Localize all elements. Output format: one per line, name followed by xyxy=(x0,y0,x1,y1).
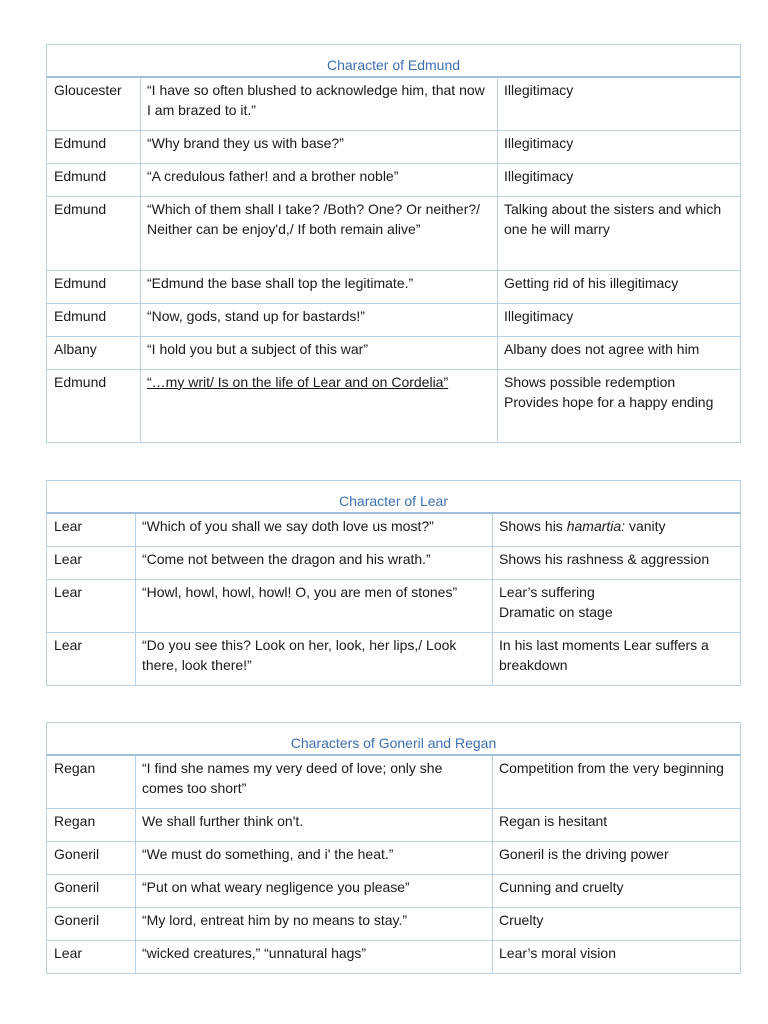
speaker-cell: Regan xyxy=(47,808,136,841)
table-row xyxy=(47,270,741,303)
note-cell: Competition from the very beginning xyxy=(493,755,741,808)
table-row xyxy=(47,907,741,940)
table-row xyxy=(47,77,741,130)
note-prefix: Shows his xyxy=(499,518,567,534)
speaker-cell: Lear xyxy=(47,632,136,685)
lear-table xyxy=(46,480,741,686)
note-cell: Cruelty xyxy=(493,907,741,940)
speaker-cell: Lear xyxy=(47,546,136,579)
note-cell: Lear’s moral vision xyxy=(493,940,741,973)
quote-cell xyxy=(141,369,498,442)
quote-cell: “My lord, entreat him by no means to stay.” xyxy=(136,907,493,940)
speaker-cell: Edmund xyxy=(47,270,141,303)
table-row xyxy=(47,130,741,163)
note-cell: Illegitimacy xyxy=(498,303,741,336)
quote-cell: “Do you see this? Look on her, look, her lips,/ Look there, look there!” xyxy=(136,632,493,685)
goneril-regan-table xyxy=(46,722,741,974)
note-cell xyxy=(498,369,741,442)
quote-cell: “Come not between the dragon and his wrath.” xyxy=(136,546,493,579)
note-cell xyxy=(493,513,741,546)
note-cell: Illegitimacy xyxy=(498,130,741,163)
note-cell: Albany does not agree with him xyxy=(498,336,741,369)
speaker-cell: Lear xyxy=(47,579,136,632)
quote-cell: “I hold you but a subject of this war” xyxy=(141,336,498,369)
note-suffix: vanity xyxy=(625,518,666,534)
table-row xyxy=(47,808,741,841)
table-title: Character of Lear xyxy=(47,481,741,514)
quote-cell: “Edmund the base shall top the legitimate.” xyxy=(141,270,498,303)
quote-cell: “A credulous father! and a brother noble” xyxy=(141,163,498,196)
note-italic: hamartia: xyxy=(566,518,626,534)
quote-cell: We shall further think on't. xyxy=(136,808,493,841)
speaker-cell: Goneril xyxy=(47,874,136,907)
speaker-cell: Edmund xyxy=(47,163,141,196)
speaker-cell: Lear xyxy=(47,940,136,973)
speaker-cell: Edmund xyxy=(47,369,141,442)
note-cell: Shows his rashness & aggression xyxy=(493,546,741,579)
table-title: Character of Edmund xyxy=(47,45,741,78)
table-row xyxy=(47,303,741,336)
quote-cell: “I have so often blushed to acknowledge him, that now I am brazed to it.” xyxy=(141,77,498,130)
speaker-cell: Edmund xyxy=(47,196,141,270)
note-cell: Illegitimacy xyxy=(498,163,741,196)
table-row xyxy=(47,369,741,442)
edmund-table xyxy=(46,44,741,443)
table-row xyxy=(47,841,741,874)
quote-cell: “Put on what weary negligence you please” xyxy=(136,874,493,907)
note-cell: Cunning and cruelty xyxy=(493,874,741,907)
speaker-cell: Edmund xyxy=(47,130,141,163)
note-cell: Getting rid of his illegitimacy xyxy=(498,270,741,303)
speaker-cell: Goneril xyxy=(47,907,136,940)
note-line: Lear’s suffering xyxy=(499,583,595,600)
quote-cell: “We must do something, and i' the heat.” xyxy=(136,841,493,874)
table-row xyxy=(47,874,741,907)
table-row xyxy=(47,546,741,579)
table-row xyxy=(47,940,741,973)
speaker-cell: Edmund xyxy=(47,303,141,336)
quote-cell: “Howl, howl, howl, howl! O, you are men of stones” xyxy=(136,579,493,632)
table-row xyxy=(47,755,741,808)
note-line: Provides hope for a happy ending xyxy=(504,393,714,410)
table-row xyxy=(47,632,741,685)
table-row xyxy=(47,579,741,632)
note-cell: In his last moments Lear suffers a breakdown xyxy=(493,632,741,685)
speaker-cell: Albany xyxy=(47,336,141,369)
table-row xyxy=(47,336,741,369)
quote-cell: “Which of you shall we say doth love us most?” xyxy=(136,513,493,546)
note-cell: Goneril is the driving power xyxy=(493,841,741,874)
table-title: Characters of Goneril and Regan xyxy=(47,723,741,756)
note-line: Dramatic on stage xyxy=(499,603,613,620)
quote-cell: “I find she names my very deed of love; only she comes too short” xyxy=(136,755,493,808)
table-row xyxy=(47,163,741,196)
speaker-cell: Goneril xyxy=(47,841,136,874)
speaker-cell: Lear xyxy=(47,513,136,546)
note-cell xyxy=(493,579,741,632)
note-cell: Regan is hesitant xyxy=(493,808,741,841)
underlined-quote: “…my writ/ Is on the life of Lear and on Cordelia” xyxy=(147,373,449,390)
speaker-cell: Regan xyxy=(47,755,136,808)
note-cell: Illegitimacy xyxy=(498,77,741,130)
table-row xyxy=(47,513,741,546)
note-cell: Talking about the sisters and which one he will marry xyxy=(498,196,741,270)
quote-cell: “Why brand they us with base?” xyxy=(141,130,498,163)
speaker-cell: Gloucester xyxy=(47,77,141,130)
note-line: Shows possible redemption xyxy=(504,373,676,390)
quote-cell: “wicked creatures,” “unnatural hags” xyxy=(136,940,493,973)
quote-cell: “Which of them shall I take? /Both? One? Or neither?/ Neither can be enjoy'd,/ If both remain alive” xyxy=(141,196,498,270)
quote-cell: “Now, gods, stand up for bastards!” xyxy=(141,303,498,336)
table-row xyxy=(47,196,741,270)
